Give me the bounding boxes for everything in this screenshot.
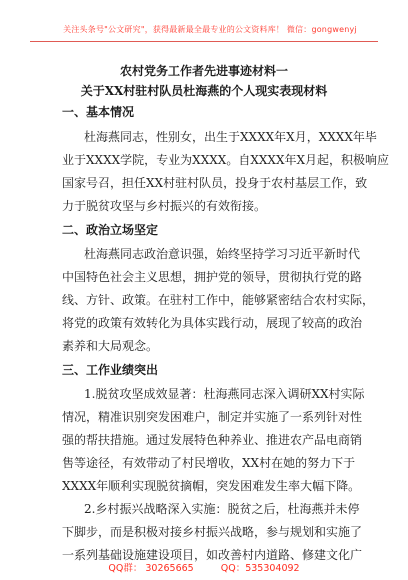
qq-group-number: QQ群： 30265665 [108, 563, 194, 574]
paragraph-line: 下脚步，而是积极对接乡村振兴战略，参与规划和实施了 [62, 525, 363, 539]
paragraph-line: 情况，精准识别突发困难户，制定并实施了一系列针对性 [62, 410, 363, 424]
paragraph-line: 素养和大局观念。 [62, 339, 159, 353]
section-heading-political-stance: 二、政治立场坚定 [62, 223, 159, 237]
contact-footer [0, 560, 408, 574]
paragraph-line: 线、方针、政策。在驻村工作中，能够紧密结合农村实际， [62, 293, 375, 307]
paragraph-line: 强的帮扶措施。通过发展特色种养业、推进农产品电商销 [62, 433, 363, 447]
paragraph-line: 力于脱贫攻坚与乡村振兴的有效衔接。 [62, 199, 267, 213]
paragraph-line: 杜海燕同志，性别女，出生于XXXX年X月，XXXX年毕 [84, 130, 377, 144]
paragraph-line: XXXX年顺利实现脱贫摘帽，突发困难发生率大幅下降。 [62, 479, 361, 493]
paragraph-line: 中国特色社会主义思想，拥护党的领导，贯彻执行党的路 [62, 270, 363, 284]
paragraph-line: 一系列基础设施建设项目，如改善村内道路、修建文化广 [62, 548, 363, 562]
paragraph-line: 2.乡村振兴战略深入实施：脱贫之后，杜海燕并未停 [84, 502, 360, 516]
section-heading-achievements: 三、工作业绩突出 [62, 363, 159, 377]
paragraph-line: 国家号召，担任XX村驻村队员，投身于农村基层工作，致 [62, 176, 368, 190]
section-heading-basic-info: 一、基本情况 [62, 105, 135, 119]
paragraph-line: 售等途径，有效带动了村民增收，XX村在她的努力下于 [62, 456, 356, 470]
banner-divider [30, 41, 378, 42]
paragraph-line: 1.脱贫攻坚成效显著：杜海燕同志深入调研XX村实际 [84, 387, 365, 401]
qq-contact-number: QQ：535304092 [220, 563, 300, 574]
paragraph-line: 业于XXXX学院，专业为XXXX。自XXXX年X月起，积极响应 [62, 153, 390, 167]
paragraph-line: 将党的政策有效转化为具体实践行动，展现了较高的政治 [62, 316, 363, 330]
document-title: 农村党务工作者先进事迹材料一 [119, 64, 288, 78]
document-subtitle: 关于XX村驻村队员杜海燕的个人现实表现材料 [80, 84, 328, 98]
promo-banner: 关注头条号"公文研究"，获得最新最全最专业的公文资料库！ 微信：gongwenyj [63, 25, 357, 34]
paragraph-line: 杜海燕同志政治意识强，始终坚持学习习近平新时代 [84, 247, 361, 261]
